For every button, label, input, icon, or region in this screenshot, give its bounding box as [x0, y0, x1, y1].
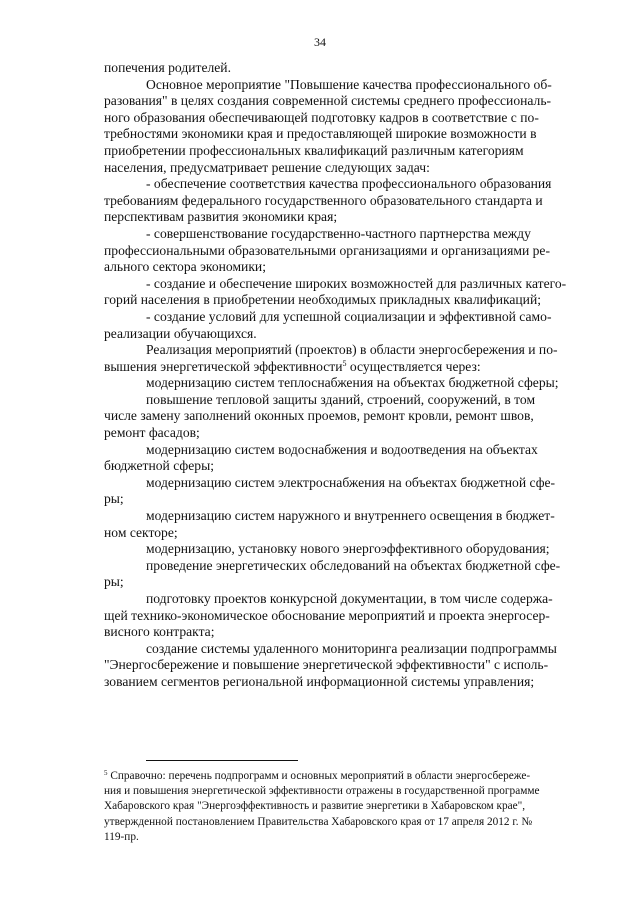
text-line	[104, 259, 582, 276]
footnote-text: Справочно: перечень подпрограмм и основных мероприятий в области энергосбереже-	[107, 770, 531, 782]
text-line	[104, 574, 582, 591]
page-number: 34	[314, 35, 326, 49]
footnote-reference: 5	[342, 358, 347, 368]
line-text: "Энергосбережение и повышение энергетической эффективности" с исполь-	[104, 657, 549, 673]
text-line	[104, 276, 582, 293]
text-line	[104, 342, 582, 359]
text-line	[104, 243, 582, 260]
line-text: Реализация мероприятий (проектов) в области энергосбережения и по-	[146, 342, 558, 358]
line-text: бюджетной сферы;	[104, 458, 214, 474]
line-text: подготовку проектов конкурсной документации, в том числе содержа-	[146, 591, 553, 606]
line-text: - создание и обеспечение широких возможностей для различных катего-	[146, 275, 567, 291]
line-text: профессиональными образовательными организациями и организациями ре-	[104, 242, 550, 258]
line-text: требностями экономики края и предоставляющей широкие возможности в	[104, 126, 537, 142]
line-text: ремонт фасадов;	[104, 425, 200, 441]
footnote-text: утвержденной постановлением Правительства Хабаровского края от 17 апреля 2012 г. №	[104, 815, 533, 828]
text-line	[104, 326, 582, 343]
line-text: вышения энергетической эффективности	[104, 358, 343, 374]
line-text: щей технико-экономическое обоснование мероприятий и проекта энергосер-	[104, 607, 550, 623]
line-text: ном секторе;	[104, 524, 178, 540]
line-text-after: осуществляется через:	[346, 358, 481, 374]
line-text: проведение энергетических обследований на объектах бюджетной сфе-	[146, 557, 561, 573]
line-text: ры;	[104, 491, 124, 507]
text-line	[104, 508, 582, 525]
text-line	[104, 143, 582, 160]
footnote-line	[104, 784, 582, 799]
line-text: ры;	[104, 574, 124, 590]
footnote-line	[104, 830, 582, 845]
text-line	[104, 558, 582, 575]
line-text: создание системы удаленного мониторинга реализации подпрограммы	[146, 640, 557, 656]
text-line	[104, 126, 582, 143]
text-line	[104, 674, 582, 691]
text-line	[104, 359, 582, 376]
line-text: реализации обучающихся.	[104, 325, 257, 341]
line-text: ального сектора экономики;	[104, 259, 266, 275]
text-line	[104, 624, 582, 641]
text-line	[104, 309, 582, 326]
line-text: повышение тепловой защиты зданий, строений, сооружений, в том	[146, 391, 536, 407]
line-text: зованием сегментов региональной информационной системы управления;	[104, 673, 535, 689]
line-text: модернизацию систем теплоснабжения на объектах бюджетной сферы;	[146, 375, 559, 391]
text-line	[104, 408, 582, 425]
line-text: висного контракта;	[104, 624, 215, 640]
line-text: разования" в целях создания современной системы среднего профессиональ-	[104, 93, 552, 109]
text-line	[104, 60, 582, 77]
line-text: приобретении профессиональных квалификаций различным категориям	[104, 142, 524, 158]
text-line	[104, 77, 582, 94]
line-text: - создание условий для успешной социализации и эффективной само-	[146, 308, 552, 324]
line-text: - обеспечение соответствия качества профессионального образования	[146, 176, 552, 192]
line-text: - совершенствование государственно-частного партнерства между	[146, 225, 531, 241]
footnote-text: 119-пр.	[104, 830, 139, 843]
text-line	[104, 641, 582, 658]
text-line	[104, 608, 582, 625]
text-line	[104, 110, 582, 127]
text-line	[104, 292, 582, 309]
line-text: населения, предусматривает решение следующих задач:	[104, 159, 430, 175]
line-text: модернизацию систем водоснабжения и водоотведения на объектах	[146, 441, 538, 457]
line-text: попечения родителей.	[104, 60, 231, 75]
line-text: ного образования обеспечивающей подготовку кадров в соответствие с по-	[104, 109, 539, 125]
footnote-line	[104, 769, 582, 784]
text-line	[104, 525, 582, 542]
text-line	[104, 491, 582, 508]
footnote	[104, 769, 582, 845]
text-line	[104, 209, 582, 226]
line-text: числе замену заполнений оконных проемов, ремонт кровли, ремонт швов,	[104, 408, 534, 424]
line-text: Основное мероприятие "Повышение качества профессионального об-	[146, 76, 552, 92]
text-line	[104, 541, 582, 558]
line-text: модернизацию систем наружного и внутреннего освещения в бюджет-	[146, 508, 555, 524]
line-text: перспективам развития экономики края;	[104, 209, 338, 225]
body-text	[104, 60, 582, 691]
text-line	[104, 425, 582, 442]
text-line	[104, 591, 582, 608]
text-line	[104, 193, 582, 210]
text-line	[104, 93, 582, 110]
line-text: требованиям федерального государственного образовательного стандарта и	[104, 192, 543, 208]
footnote-line	[104, 815, 582, 830]
text-line	[104, 458, 582, 475]
line-text: модернизацию, установку нового энергоэффективного оборудования;	[146, 541, 550, 557]
line-text: модернизацию систем электроснабжения на объектах бюджетной сфе-	[146, 474, 556, 490]
text-line	[104, 657, 582, 674]
text-line	[104, 226, 582, 243]
footnote-text: Хабаровского края "Энергоэффективность и развитие энергетики в Хабаровском крае",	[104, 800, 526, 813]
text-line	[104, 442, 582, 459]
line-text: горий населения в приобретении необходимых прикладных квалификаций;	[104, 292, 542, 308]
footnote-separator	[146, 760, 298, 761]
text-line	[104, 475, 582, 492]
text-line	[104, 160, 582, 177]
text-line	[104, 392, 582, 409]
footnote-text: ния и повышения энергетической эффективности отражены в государственной программе	[104, 785, 540, 798]
footnote-line	[104, 799, 582, 814]
footnote-marker: 5	[104, 769, 108, 777]
text-line	[104, 176, 582, 193]
text-line	[104, 375, 582, 392]
